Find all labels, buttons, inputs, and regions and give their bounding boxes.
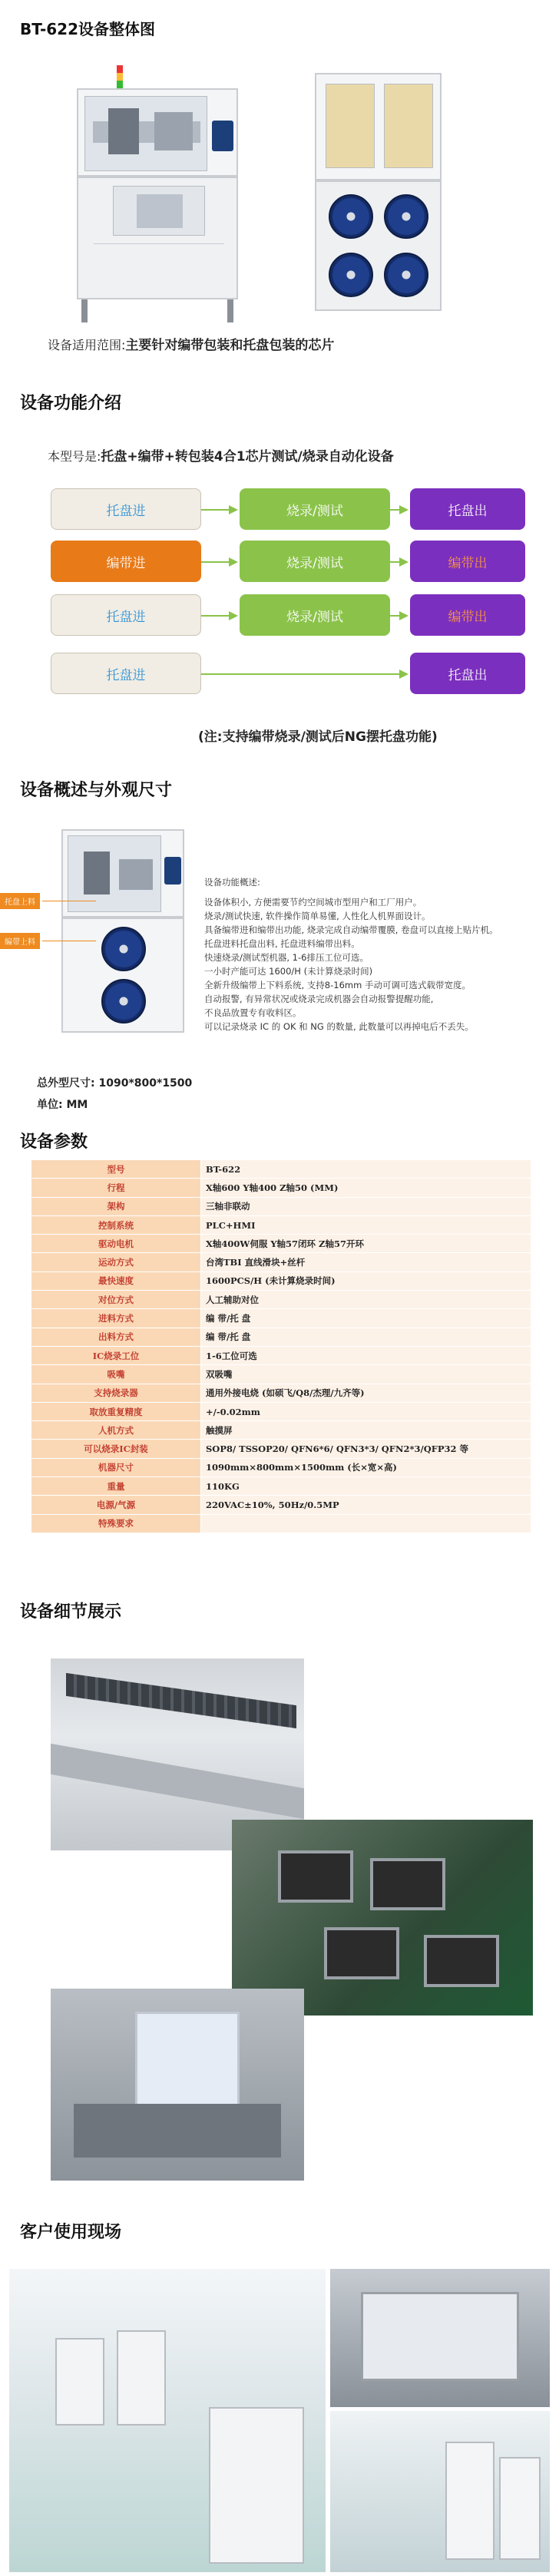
param-key: 型号 [31,1160,201,1179]
callout-tape: 编带上料 [0,933,40,949]
param-row [31,1496,531,1514]
page-title: BT-622设备整体图 [20,20,155,38]
param-key: 控制系统 [31,1215,201,1234]
param-row [31,1160,531,1179]
flow1-arrow-b [390,509,407,511]
param-value: 220VAC±10%, 50Hz/0.5MP [201,1496,531,1514]
flow2-input: 编带进 [51,541,201,582]
param-key: IC烧录工位 [31,1346,201,1364]
param-key: 行程 [31,1179,201,1197]
customer-photo-2 [330,2269,550,2407]
param-value: 触摸屏 [201,1421,531,1440]
unit-label: 单位: [37,1099,63,1111]
param-value: 人工辅助对位 [201,1291,531,1309]
flow3-process: 烧录/测试 [240,594,390,636]
flow1-arrow-a [201,509,237,511]
param-value: 1600PCS/H (未计算烧录时间) [201,1271,531,1290]
param-key: 吸嘴 [31,1365,201,1384]
param-row [31,1235,531,1253]
param-key: 出料方式 [31,1328,201,1346]
size-line [37,1075,192,1090]
machine-overview-image [54,822,192,1052]
flow4-arrow [201,673,407,675]
param-value: PLC+HMI [201,1215,531,1234]
flow2-arrow-a [201,561,237,563]
overview-line: 设备体积小, 方便需要节约空间城市型用户和工厂用户。 [204,897,422,908]
param-row [31,1197,531,1215]
param-key: 取放重复精度 [31,1402,201,1420]
param-row [31,1328,531,1346]
param-row [31,1309,531,1328]
flow3-arrow-b [390,615,407,617]
flow2-arrow-b [390,561,407,563]
param-row [31,1291,531,1309]
param-key: 支持烧录器 [31,1384,201,1402]
overview-line: 一小时产能可达 1600/H (未计算烧录时间) [204,966,373,977]
overview-line: 不良品放置专有收料区。 [204,1007,302,1018]
overview-line: 全新升级编带上下料系统, 支持8-16mm 手动可调可选式载带宽度。 [204,980,471,990]
unit-line [37,1096,88,1112]
param-row [31,1179,531,1197]
flow1-output: 托盘出 [410,488,525,530]
param-value: 三轴非联动 [201,1197,531,1215]
overview-title: 设备功能概述: [204,877,260,888]
param-value: 110KG [201,1477,531,1496]
param-value: 1090mm×800mm×1500mm (长×宽×高) [201,1458,531,1476]
flow3-arrow-a [201,615,237,617]
flow2-output: 编带出 [410,541,525,582]
overview-line: 托盘进料托盘出料, 托盘进料编带出料。 [204,938,360,949]
param-value: 通用外接电烧 (如硕飞/Q8/杰理/九齐等) [201,1384,531,1402]
scope-line [48,334,334,353]
param-row [31,1384,531,1402]
param-row [31,1402,531,1420]
flow1-process: 烧录/测试 [240,488,390,530]
param-row [31,1346,531,1364]
param-row [31,1477,531,1496]
param-value: 编 带/托 盘 [201,1328,531,1346]
flow3-output: 编带出 [410,594,525,636]
machine-reel-image [315,73,442,326]
param-key: 最快速度 [31,1271,201,1290]
flow1-input: 托盘进 [51,488,201,530]
detail-photo-2 [232,1820,533,2015]
param-key: 特殊要求 [31,1514,201,1533]
overview-section-title: 设备概述与外观尺寸 [20,781,173,800]
param-key: 运动方式 [31,1253,201,1271]
customer-photo-1 [9,2269,326,2572]
callout-tray: 托盘上料 [0,893,40,909]
param-value: +/-0.02mm [201,1402,531,1420]
overview-text [204,875,554,1033]
param-value: 双吸嘴 [201,1365,531,1384]
model-text: 托盘+编带+转包装4合1芯片测试/烧录自动化设备 [101,449,394,465]
param-value [201,1514,531,1533]
scope-label: 设备适用范围: [48,338,126,352]
overview-line: 烧录/测试快速, 软件操作简单易懂, 人性化人机界面设计。 [204,911,431,921]
overview-line: 具备编带进和编带出功能, 烧录完成自动编带覆膜, 卷盘可以直接上贴片机。 [204,924,498,935]
param-key: 可以烧录IC封装 [31,1440,201,1458]
function-section-title: 设备功能介绍 [20,394,122,413]
param-key: 对位方式 [31,1291,201,1309]
customer-photo-3 [330,2411,550,2572]
param-value: 台湾TBI 直线滑块+丝杆 [201,1253,531,1271]
flow2-process: 烧录/测试 [240,541,390,582]
param-row [31,1253,531,1271]
param-row [31,1365,531,1384]
size-value: 1090*800*1500 [98,1077,193,1090]
overview-line: 快速烧录/测试型机器, 1-6排压工位可选。 [204,952,369,963]
function-note: (注:支持编带烧录/测试后NG摆托盘功能) [198,729,438,745]
detail-photo-3 [51,1989,304,2181]
param-key: 电源/气源 [31,1496,201,1514]
scope-text: 主要针对编带包装和托盘包装的芯片 [125,338,335,353]
params-section-title: 设备参数 [20,1133,88,1152]
param-row [31,1421,531,1440]
params-table [31,1159,531,1533]
flow3-input: 托盘进 [51,594,201,636]
overview-line: 可以记录烧录 IC 的 OK 和 NG 的数量, 此数量可以再掉电后不丢失。 [204,1021,474,1032]
param-key: 重量 [31,1477,201,1496]
model-line [48,445,394,465]
param-key: 机器尺寸 [31,1458,201,1476]
param-row [31,1215,531,1234]
param-key: 人机方式 [31,1421,201,1440]
customer-section-title: 客户使用现场 [20,2223,122,2242]
param-key: 进料方式 [31,1309,201,1328]
param-row [31,1514,531,1533]
param-key: 驱动电机 [31,1235,201,1253]
param-row [31,1271,531,1290]
flow4-output: 托盘出 [410,653,525,694]
overview-line: 自动报警, 有异常状况或烧录完成机器会自动报警提醒功能, [204,994,434,1004]
param-key: 架构 [31,1197,201,1215]
param-value: 1-6工位可选 [201,1346,531,1364]
size-label: 总外型尺寸: [37,1077,95,1090]
param-row [31,1458,531,1476]
detail-section-title: 设备细节展示 [20,1602,122,1622]
param-row [31,1440,531,1458]
param-value: SOP8/ TSSOP20/ QFN6*6/ QFN3*3/ QFN2*3/QFP32 等 [201,1440,531,1458]
param-value: BT-622 [201,1160,531,1179]
machine-front-image [69,65,246,326]
param-value: X轴600 Y轴400 Z轴50 (MM) [201,1179,531,1197]
model-label: 本型号是: [48,449,101,464]
param-value: 编 带/托 盘 [201,1309,531,1328]
param-value: X轴400W伺服 Y轴57闭环 Z轴57开环 [201,1235,531,1253]
unit-value: MM [66,1099,88,1111]
flow4-input: 托盘进 [51,653,201,694]
